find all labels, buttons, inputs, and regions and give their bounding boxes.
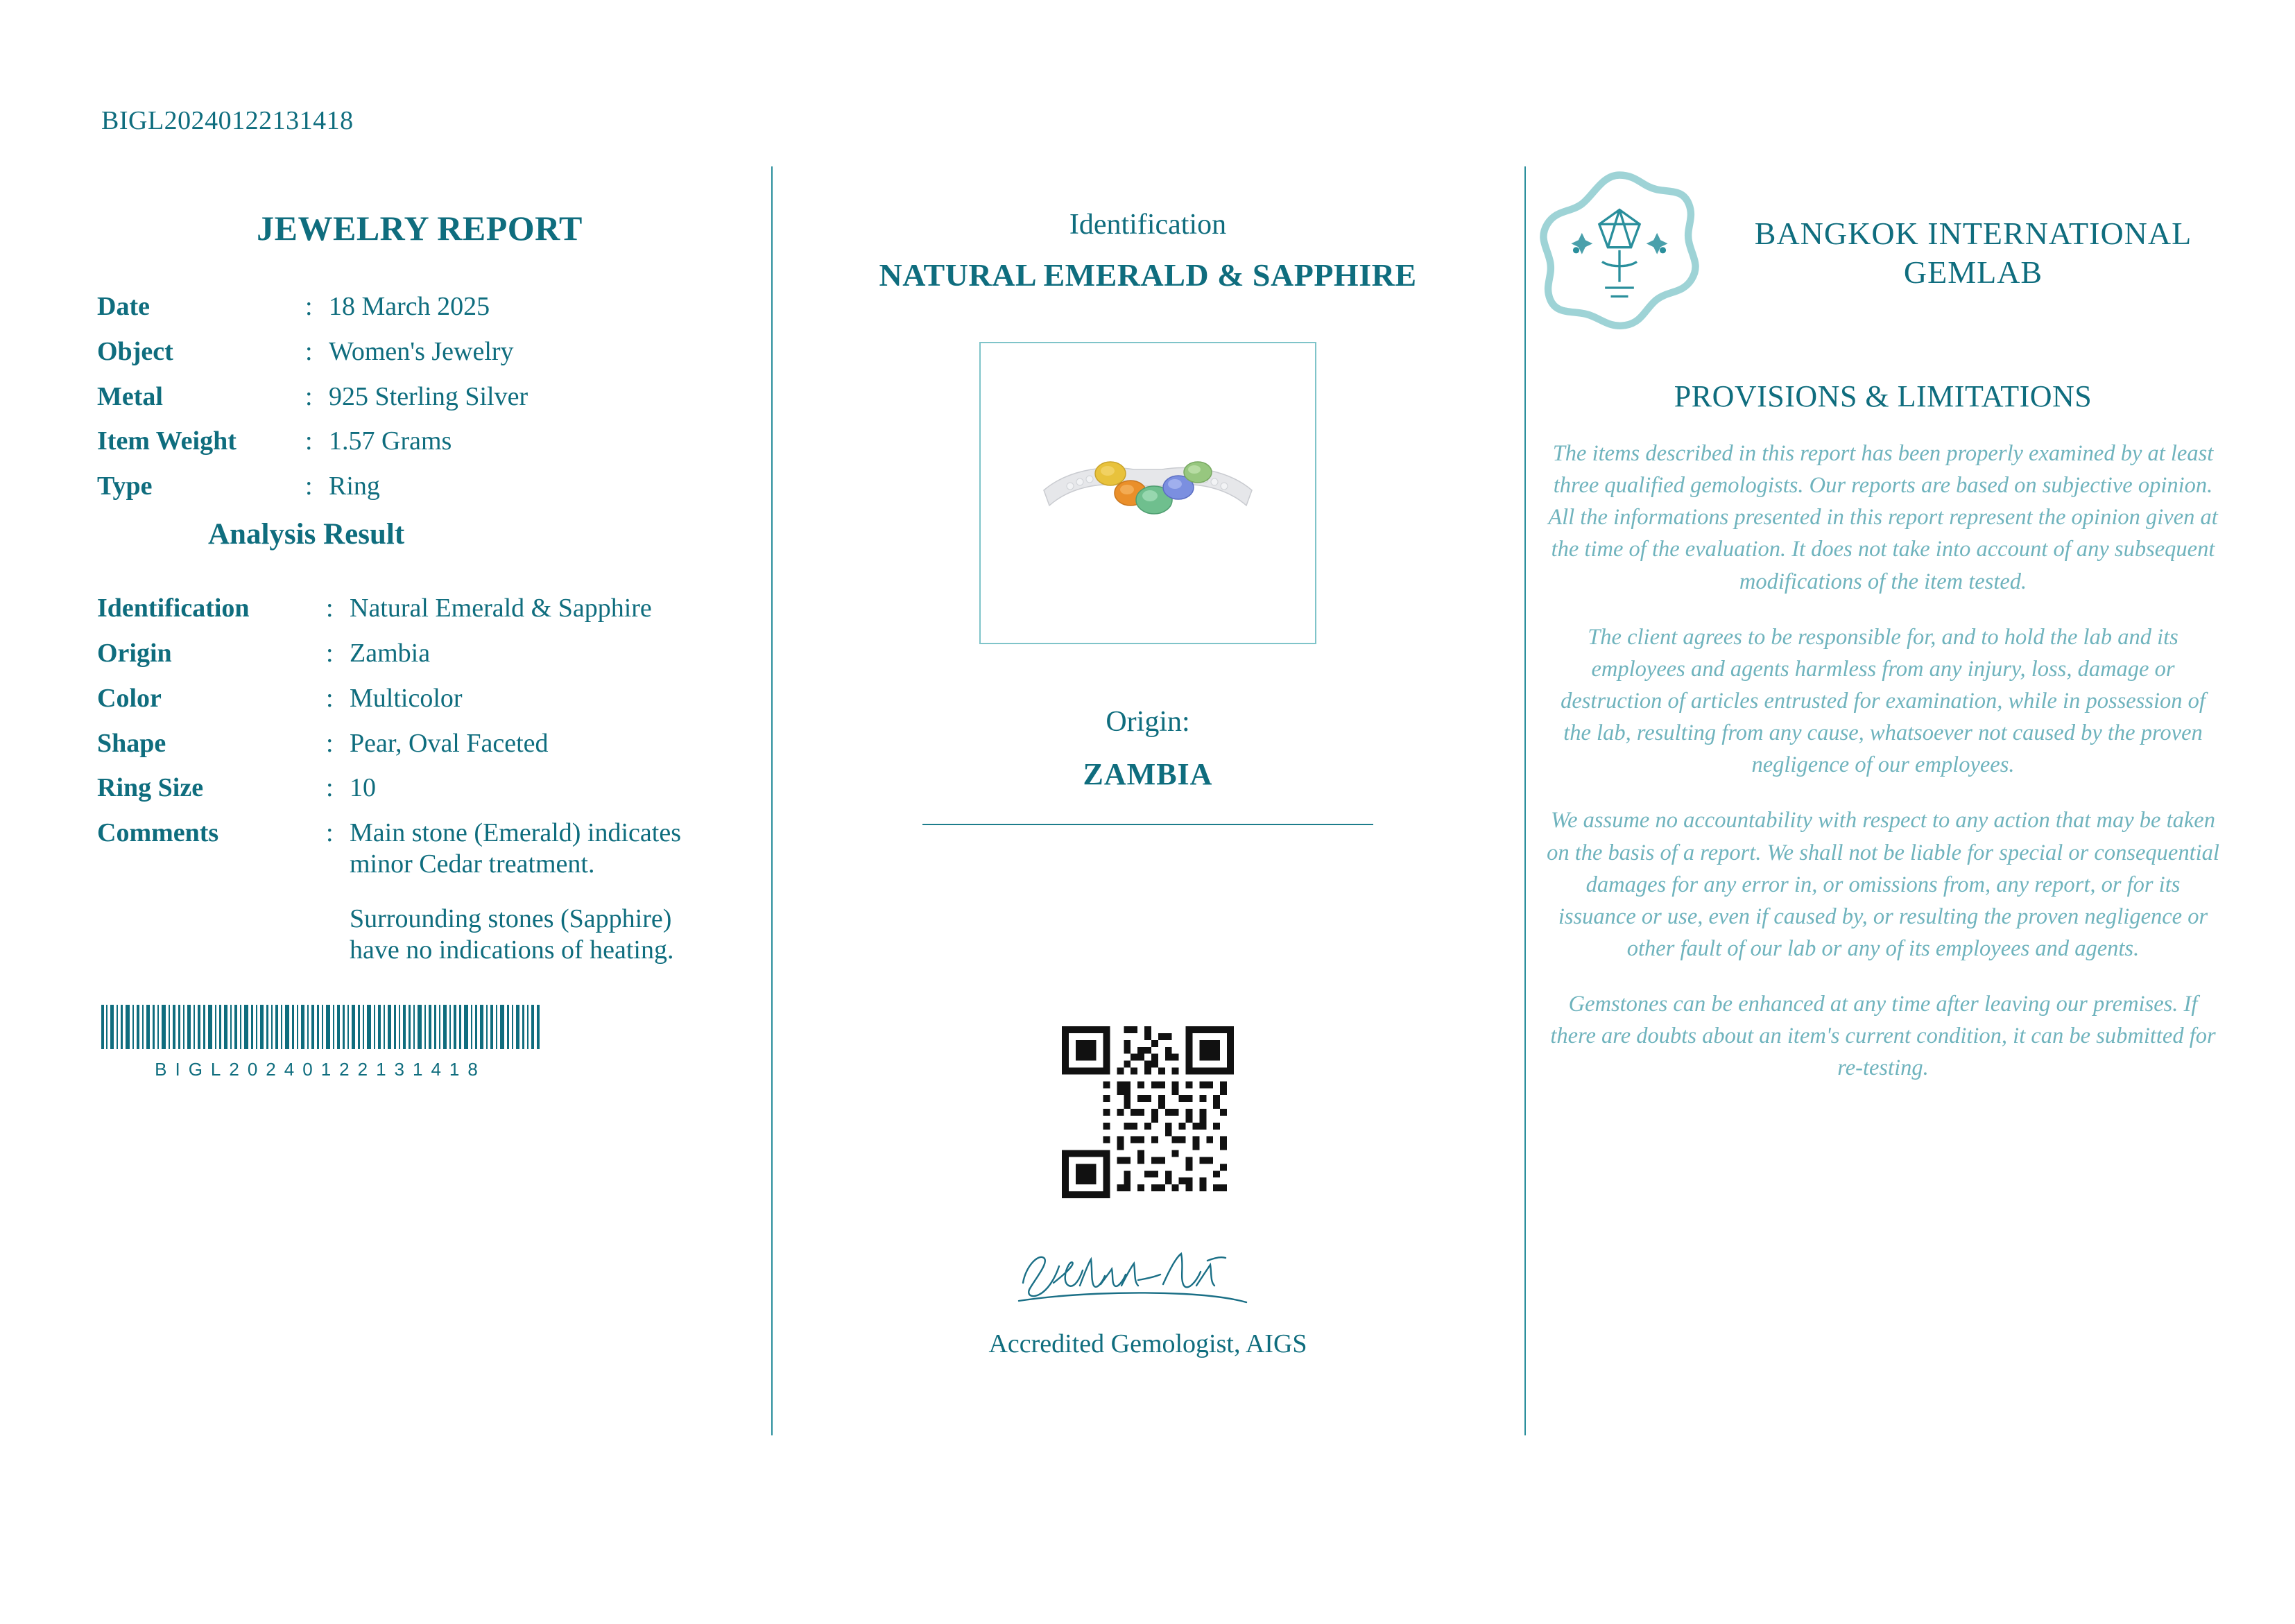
column-divider-right <box>1524 166 1526 1435</box>
field-label: Color <box>97 683 162 713</box>
field-label: Identification <box>97 594 250 623</box>
ring-photo <box>1016 424 1280 562</box>
provisions-column <box>1533 166 2233 1085</box>
field-separator: : <box>305 336 313 366</box>
signature-block <box>777 1247 1519 1316</box>
field-value: 925 Sterling Silver <box>329 381 528 411</box>
analysis-color <box>97 683 742 714</box>
field-separator: : <box>326 638 334 668</box>
identification-label: Identification <box>1069 209 1227 241</box>
field-type <box>97 471 742 502</box>
provision-paragraph: We assume no accountability with respect to any action that may be taken on the basis of a report. We shall not be liable for special or consequential damages for any error in, or omissions from, any report, or for its issuance or use, even if caused by, or resulting the proven negligence or other fault of our lab or any of its employees and agents. <box>1547 808 2219 961</box>
qr-code-icon[interactable] <box>1062 1026 1234 1198</box>
identification-column <box>777 208 1519 1359</box>
field-item-weight <box>97 426 742 457</box>
analysis-origin <box>97 638 742 669</box>
field-value: Ring <box>329 472 380 501</box>
field-label: Date <box>97 292 150 321</box>
section-divider <box>922 824 1373 825</box>
field-value: 18 March 2025 <box>329 292 490 321</box>
column-divider-left <box>771 166 773 1435</box>
analysis-shape <box>97 728 742 759</box>
provision-paragraph: The client agrees to be responsible for, and to hold the lab and its employees and agents harmless from any injury, loss, damage or destruction of articles entrusted for examination, while in possession of the lab, resulting from any cause, whatsoever not caused by the proven negligence of our employees. <box>1561 624 2206 778</box>
provisions-title: PROVISIONS & LIMITATIONS <box>1674 379 2092 413</box>
barcode-block <box>101 1005 545 1080</box>
brand-header <box>1533 166 2233 340</box>
qr-code-block[interactable] <box>777 1026 1519 1198</box>
field-separator: : <box>305 472 313 501</box>
identification-value: NATURAL EMERALD & SAPPHIRE <box>879 257 1417 293</box>
field-label: Item Weight <box>97 426 237 456</box>
provisions-body <box>1533 438 2233 1085</box>
analysis-ring-size <box>97 772 742 804</box>
field-value: Pear, Oval Faceted <box>350 728 549 758</box>
field-value: Women's Jewelry <box>329 336 514 366</box>
field-label: Comments <box>97 818 219 848</box>
analysis-comments <box>97 818 742 965</box>
field-value: 10 <box>350 773 376 803</box>
signature-caption: Accredited Gemologist, AIGS <box>988 1329 1307 1358</box>
page-title: JEWELRY REPORT <box>257 209 583 248</box>
field-metal <box>97 381 742 413</box>
origin-label: Origin: <box>1106 706 1190 738</box>
analysis-result-heading: Analysis Result <box>208 518 405 551</box>
field-object <box>97 336 742 368</box>
field-label: Shape <box>97 728 166 758</box>
comment-paragraph: Surrounding stones (Sapphire) have no indications of heating. <box>350 904 674 965</box>
field-separator: : <box>305 426 313 456</box>
field-label: Ring Size <box>97 773 204 803</box>
field-value: Natural Emerald & Sapphire <box>350 594 652 623</box>
analysis-identification <box>97 593 742 624</box>
field-value: 1.57 Grams <box>329 426 452 456</box>
field-separator: : <box>326 773 334 803</box>
report-details-column <box>97 208 742 1080</box>
field-separator: : <box>326 728 334 758</box>
field-separator: : <box>326 683 334 713</box>
field-date <box>97 291 742 322</box>
origin-value: ZAMBIA <box>1083 757 1213 791</box>
barcode-number: BIGL20240122131418 <box>155 1058 486 1080</box>
field-label: Object <box>97 336 173 366</box>
barcode-icon <box>101 1005 540 1049</box>
brand-name: BANGKOK INTERNATIONAL GEMLAB <box>1754 215 2192 290</box>
field-label: Metal <box>97 381 163 411</box>
field-label: Origin <box>97 638 172 668</box>
field-separator: : <box>326 818 334 848</box>
provision-paragraph: Gemstones can be enhanced at any time after leaving our premises. If there are doubts about an item's current condition, it can be submitted for re-testing. <box>1550 992 2216 1081</box>
signature-icon <box>1002 1240 1293 1316</box>
field-value: Multicolor <box>350 683 463 713</box>
field-separator: : <box>305 292 313 321</box>
field-separator: : <box>305 381 313 411</box>
field-separator: : <box>326 594 334 623</box>
comment-paragraph: Main stone (Emerald) indicates minor Cedar treatment. <box>350 818 682 879</box>
item-photo-frame <box>979 342 1316 644</box>
report-id: BIGL20240122131418 <box>101 106 354 135</box>
field-value: Zambia <box>350 638 431 668</box>
provision-paragraph: The items described in this report has been properly examined by at least three qualified gemologists. Our reports are based on subjective opinion. All the informations presented in this report represent the opinion given at the time of the evaluation. It does not take into account of any subsequent modifications of the item tested. <box>1548 441 2218 594</box>
gemlab-logo-icon <box>1533 166 1706 340</box>
field-label: Type <box>97 472 153 501</box>
